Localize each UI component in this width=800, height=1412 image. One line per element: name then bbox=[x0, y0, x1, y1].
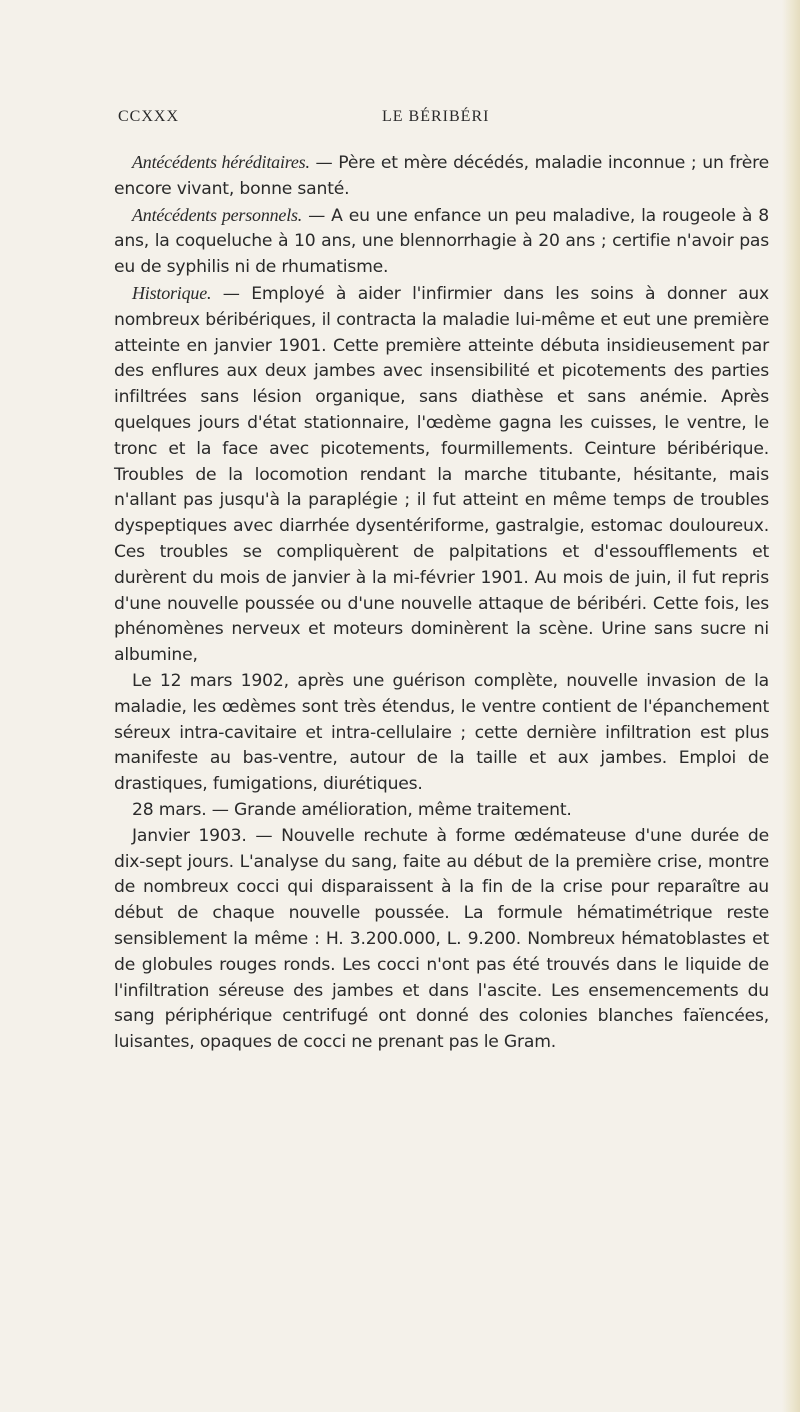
paragraph-28-mars bbox=[114, 798, 769, 824]
body-text bbox=[114, 150, 769, 1056]
paragraph-label: Antécédents héréditaires. bbox=[132, 152, 310, 172]
paragraph-text: Janvier 1903. — Nouvelle rechute à forme œdémateuse d'une durée de dix-sept jours. L'analyse du sang, faite au début de la première crise, montre de nombreux cocci qui disparaissent à la fin de la crise pour reparaître au début de chaque nouvelle poussée. La formule hématimétrique reste sensiblement la même : H. 3.200.000, L. 9.200. Nombreux hématoblastes et de globules rouges ronds. Les cocci n'ont pas été trouvés dans le liquide de l'infiltration séreuse des jambes et dans l'ascite. Les ensemencements du sang périphérique centrifugé ont donné des colonies blanches faïencées, luisantes, opaques de cocci ne prenant pas le Gram. bbox=[114, 825, 769, 1053]
page-title: LE BÉRIBÉRI bbox=[382, 108, 490, 125]
paragraph-text: Le 12 mars 1902, après une guérison complète, nouvelle invasion de la maladie, les œdèmes sont très étendus, le ventre contient de l'épanchement séreux intra-cavitaire et intra-cellulaire ; cette dernière infiltration est plus manifeste au bas-ventre, autour de la taille et aux jambes. Emploi de drastiques, fumigations, diurétiques. bbox=[114, 670, 769, 795]
paragraph-antecedents-hereditaires bbox=[114, 150, 769, 203]
paragraph-12-mars bbox=[114, 669, 769, 798]
paragraph-text: — Père et mère décédés, maladie inconnue ; un frère encore vivant, bonne santé. bbox=[114, 153, 769, 199]
paragraph-janvier-1903 bbox=[114, 824, 769, 1056]
page-number: CCXXX bbox=[118, 108, 180, 125]
paragraph-text: — Employé à aider l'infirmier dans les soins à donner aux nombreux béribériques, il contracta la maladie lui-même et eut une première atteinte en janvier 1901. Cette première atteinte débuta insidieusement par des enflures aux deux jambes avec insensibilité et picotements des parties infiltrées sans lésion organique, sans diathèse et sans anémie. Après quelques jours d'état stationnaire, l'œdème gagna les cuisses, le ventre, le tronc et la face avec picotements, fourmillements. Ceinture béribérique. Troubles de la locomotion rendant la marche titubante, hésitante, mais n'allant pas jusqu'à la paraplégie ; il fut atteint en même temps de troubles dyspeptiques avec diarrhée dysentériforme, gastralgie, estomac douloureux. Ces troubles se compliquèrent de palpitations et d'essoufflements et durèrent du mois de janvier à la mi-février 1901. Au mois de juin, il fut repris d'une nouvelle poussée ou d'une nouvelle attaque de béribéri. Cette fois, les phénomènes nerveux et moteurs dominèrent la scène. Urine sans sucre ni albumine, bbox=[114, 283, 769, 666]
paragraph-label: Historique. bbox=[132, 282, 212, 303]
page-edge bbox=[782, 0, 800, 1412]
running-header bbox=[118, 108, 758, 132]
paragraph-label: Antécédents personnels. bbox=[132, 204, 303, 225]
paragraph-antecedents-personnels bbox=[114, 203, 769, 281]
paragraph-historique bbox=[114, 281, 769, 669]
paragraph-text: — A eu une enfance un peu maladive, la rougeole à 8 ans, la coqueluche à 10 ans, une blennorrhagie à 20 ans ; certifie n'avoir pas eu de syphilis ni de rhumatisme. bbox=[114, 205, 769, 278]
paragraph-text: 28 mars. — Grande amélioration, même traitement. bbox=[132, 799, 572, 820]
